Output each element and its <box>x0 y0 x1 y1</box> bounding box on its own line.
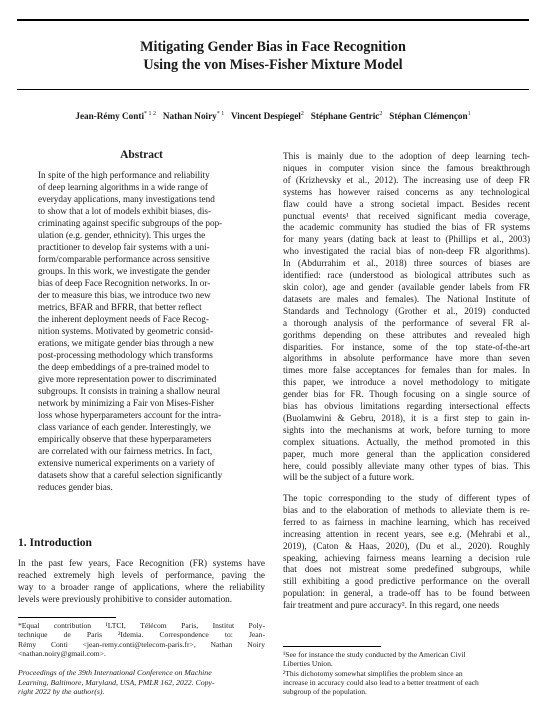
text-line: skin color), age and gender (available gender labels from FR <box>283 281 530 292</box>
text-line: flaw could have a strong societal impact. Besides recent <box>283 198 530 209</box>
text-line: fair treatment and pure accuracy². In this regard, one needs <box>283 600 500 611</box>
title-line-1: Mitigating Gender Bias in Face Recognition <box>140 39 406 55</box>
text-line: gorithms depending on these attributes and revealed high <box>283 329 530 340</box>
text-line: In (Abdurrahim et al., 2018) three sources of biases are <box>283 258 530 269</box>
text-line: ferred to as fairness in machine learning, which has received <box>283 516 530 527</box>
abstract-line: class variance of each gender. Interestingly, we <box>38 422 211 432</box>
author-affiliation: 2 <box>300 110 304 117</box>
text-line: The topic corresponding to the study of different types of <box>283 493 530 503</box>
abstract-line: datasets show that a careful selection significantly <box>38 470 223 480</box>
abstract-line: post-processing methodology which transforms <box>38 350 213 360</box>
abstract-line: empirically observe that these hyperparameters <box>38 434 212 444</box>
text-line: way to a broader range of applications, where the reliability <box>18 581 265 592</box>
abstract-line: the deep embeddings of a pre-trained model to <box>38 362 210 372</box>
author-affiliation: * 1 2 <box>144 110 157 117</box>
section-heading-introduction: 1. Introduction <box>18 537 92 549</box>
footnote-line: Rémy Conti <jean-remy.conti@telecom-paris.fr>, Nathan Noiry <box>18 639 265 649</box>
author-name: Stéphan Clémençon <box>389 111 468 121</box>
text-line: times more false acceptances for females than for males. In <box>283 365 530 376</box>
paper-title <box>17 38 529 74</box>
text-line: levels were previously prohibitive to consider automation. <box>18 593 233 604</box>
text-line: 2019), (Caton & Haas, 2020), (Du et al., 2020). Roughly <box>283 540 530 551</box>
proceedings-line: Learning, Baltimore, Maryland, USA, PMLR 162, 2022. Copy- <box>18 677 215 687</box>
text-line: still exhibiting a good predictive performance on the overall <box>283 576 530 587</box>
footnote-line: ¹See for instance the study conducted by the American Civil <box>283 650 466 659</box>
abstract-line: criminating against specific subgroups of the pop- <box>38 218 223 228</box>
proceedings-line: right 2022 by the author(s). <box>18 687 105 697</box>
abstract-line: to show that a lot of models exhibit biases, dis- <box>38 206 212 216</box>
abstract-heading: Abstract <box>120 149 163 161</box>
text-line: Standards and Technology (Grother et al., 2019) conducted <box>283 305 530 316</box>
abstract-line: form/comparable performance across sensitive <box>38 254 210 264</box>
introduction-body <box>18 558 265 606</box>
abstract-line: der to measure this bias, we introduce two new <box>38 290 211 300</box>
text-line: sights into the mechanisms at work, before turning to more <box>283 424 530 435</box>
text-line: increasing attention in recent years, see e.g. (Mehrabi et al., <box>283 528 530 539</box>
text-line: punctual events¹ that received significant media coverage, <box>283 210 530 221</box>
right-column-paragraph-2 <box>283 493 530 612</box>
text-line: for many years (dating back at least to (Phillips et al., 2003) <box>283 234 530 245</box>
abstract-line: erations, we mitigate gender bias through a new <box>38 338 215 348</box>
abstract-line: the inherent deployment needs of Face Recog- <box>38 314 209 324</box>
author-name: Jean-Rémy Conti <box>75 111 145 121</box>
abstract-body <box>38 169 245 493</box>
footnote-line: increase in accuracy could also lead to a better treatment of each <box>283 677 479 687</box>
text-line: who investigated the racial bias of non-deep FR algorithms). <box>283 246 530 257</box>
text-line: algorithms in absolute performance have more than seven <box>283 353 530 364</box>
author-affiliation: * 1 <box>216 110 225 117</box>
text-line: here, could possibly alleviate many other types of bias. This <box>283 460 530 471</box>
footnote-line: technique de Paris ²Idemia. Correspondence to: Jean- <box>18 630 265 640</box>
abstract-line: ulation (e.g. gender, ethnicity). This urges the <box>38 230 206 240</box>
text-line: a thorough analysis of the performance of several FR al- <box>283 317 530 328</box>
text-line: disparities. For instance, some of the top state-of-the-art <box>283 341 530 352</box>
author-affiliation: 1 <box>467 110 471 117</box>
abstract-line: everyday applications, many investigations tend <box>38 194 215 204</box>
text-line: datasets are males and females). The National Institute of <box>283 293 530 304</box>
abstract-line: reduces gender bias. <box>38 482 113 492</box>
abstract-line: metrics, BFAR and BFRR, that better reflect <box>38 302 202 312</box>
text-line: bias and to the elaboration of methods to alleviate them is re- <box>283 504 530 515</box>
abstract-line: nition systems. Motivated by geometric consid- <box>38 326 214 336</box>
footnote-line: <nathan.noiry@gmail.com>. <box>18 648 106 658</box>
text-line: complex situations. Actually, the method promoted in this <box>283 436 530 447</box>
abstract-line: of deep learning algorithms in a wide range of <box>38 182 208 192</box>
footnote-line: *Equal contribution ¹LTCI, Télécom Paris, Institut Poly- <box>18 621 265 630</box>
text-line: population: in general, a trade-off has to be found between <box>283 588 530 599</box>
page-footnotes <box>283 650 530 696</box>
text-line: bias has obvious limitations regarding intersectional effects <box>283 401 530 412</box>
abstract-line: In spite of the high performance and reliability <box>38 170 210 180</box>
top-rule <box>17 19 529 21</box>
text-line: will be the subject of a future work. <box>283 472 415 483</box>
footnote-line: subgroup of the population. <box>283 687 367 697</box>
footnote-line: Liberties Union. <box>283 659 333 669</box>
text-line: paper, much more general than the application considered <box>283 448 530 459</box>
text-line: the academic community has studied the bias of FR systems <box>283 222 530 233</box>
abstract-line: are correlated with our fairness metrics. In fact, <box>38 446 213 456</box>
abstract-line: extensive numerical experiments on a variety of <box>38 458 215 468</box>
proceedings-line: Proceedings of the 39th International Conference on Machine <box>18 668 212 677</box>
footnote-rule <box>18 617 116 618</box>
abstract-line: subgroups. It consists in training a shallow neural <box>38 386 221 396</box>
text-line: This is mainly due to the adoption of deep learning tech- <box>283 151 530 161</box>
abstract-line: bias of deep Face Recognition networks. In or- <box>38 278 211 288</box>
abstract-line: practitioner to develop fair systems with a uni- <box>38 242 210 252</box>
text-line: of (Krizhevsky et al., 2012). The increasing use of deep FR <box>283 174 530 185</box>
text-line: In the past few years, Face Recognition (FR) systems have <box>18 558 265 568</box>
text-line: speaking, achieving fairness means learning a decision rule <box>283 552 530 563</box>
author-affiliation: 2 <box>379 110 383 117</box>
abstract-line: groups. In this work, we investigate the gender <box>38 266 211 276</box>
text-line: (Buolamwini & Gebru, 2018), it is a first step to gain in- <box>283 412 530 423</box>
footnote-line: ²This dichotomy somewhat simplifies the problem since an <box>283 668 463 678</box>
right-column-paragraph-1 <box>283 151 530 484</box>
author-name: Nathan Noiry <box>162 111 217 121</box>
text-line: niques in computer vision since the famous breakthrough <box>283 162 530 173</box>
abstract-line: give more representation power to discriminated <box>38 374 217 384</box>
abstract-line: loss whose hyperparameters account for the intra- <box>38 410 222 420</box>
proceedings-note <box>18 668 265 697</box>
title-line-2: Using the von Mises-Fisher Mixture Model <box>143 57 403 73</box>
text-line: reached extremely high levels of performance, paving the <box>18 569 265 580</box>
text-line: gender bias for FR. Though focusing on a single source of <box>283 389 530 400</box>
author-name: Vincent Despiegel <box>231 111 301 121</box>
footnote-rule <box>283 646 381 647</box>
text-line: that does not mistreat some predefined subgroups, while <box>283 564 530 575</box>
text-line: identified: race (understood as biological attributes such as <box>283 270 530 281</box>
affiliation-footnotes <box>18 621 265 658</box>
text-line: this paper, we introduce a novel methodology to mitigate <box>283 377 530 388</box>
author-name: Stéphane Gentric <box>310 111 380 121</box>
title-bottom-rule <box>17 89 529 90</box>
author-list <box>17 111 529 121</box>
text-line: systems has however raised concerns as any technological <box>283 186 530 197</box>
abstract-line: network by minimizing a Fair von Mises-Fisher <box>38 398 215 408</box>
